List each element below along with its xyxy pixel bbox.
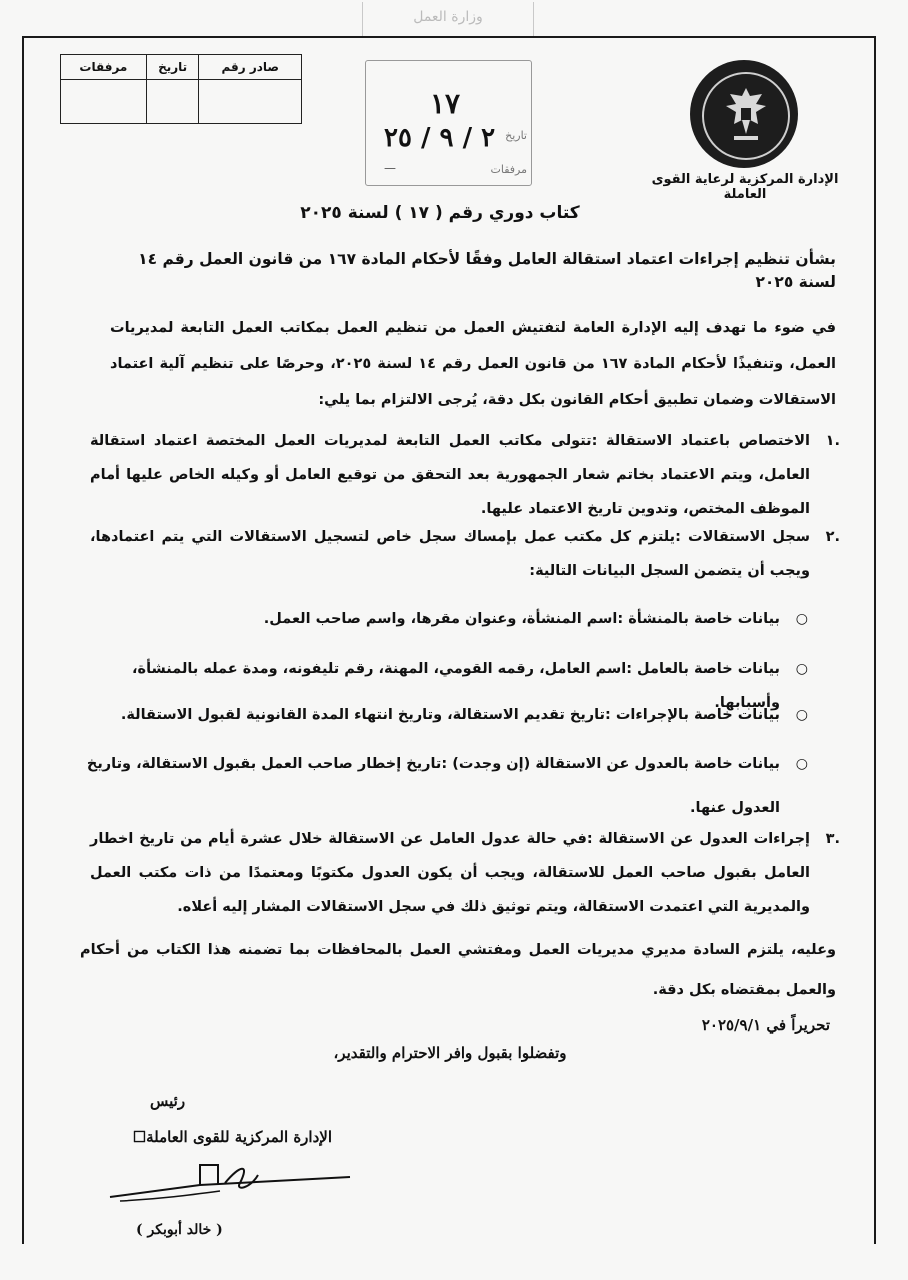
checkbox-square-icon: ☐ [132,1128,147,1146]
bullet-text: بيانات خاصة بالعدول عن الاستقالة (إن وجدت) :تاريخ إخطار صاحب العمل بقبول الاستقالة، وتاريخ العدول عنها. [86,756,780,816]
ref-cell-date [146,80,199,124]
signatory-org-text: الإدارة المركزية للقوى العاملة [146,1128,332,1146]
bullet-circle-icon: ○ [795,661,808,677]
ref-cell-outgoing [199,80,302,124]
incoming-stamp [365,60,532,186]
item-text: إجراءات العدول عن الاستقالة :في حالة عدول العامل عن الاستقالة خلال عشرة أيام من تاريخ اخطار العامل بقبول صاحب العمل للاستقالة، ويجب أن يكون العدول مكتوبًا ومعتمدًا من ذات مكتب العمل والمديرية التي اعتمدت الاستقالة، ويتم توثيق ذلك في سجل الاستقالات المشار إليه أعلاه. [90,831,810,915]
ref-header-outgoing: صادر رقم [199,55,302,80]
item-1 [90,424,840,526]
stamp-date-label: تاريخ [505,129,527,142]
faded-ministry-text: وزارة العمل [413,9,483,25]
item-number: .٢ [825,529,840,545]
ref-header-attachments: مرفقات [61,55,147,80]
bullet-text: بيانات خاصة بالإجراءات :تاريخ تقديم الاستقالة، وتاريخ انتهاء المدة القانونية لقبول الاستقالة. [120,707,780,723]
stamp-attachments-value: — [384,161,396,175]
faded-top-stamp [362,2,534,37]
bullet-circle-icon: ○ [795,756,808,772]
bullet-text: بيانات خاصة بالمنشأة :اسم المنشأة، وعنوان مقرها، واسم صاحب العمل. [263,611,780,627]
stamp-number: ١٧ [430,87,461,120]
letter-date: تحريراً في ٢٠٢٥/٩/١ [701,1016,830,1034]
bullet-1 [80,602,808,636]
signatory-title: رئيس [150,1092,186,1110]
item-3 [90,822,840,924]
emblem-ring [702,72,790,160]
bullet-circle-icon: ○ [795,707,808,723]
bullet-4 [80,742,808,830]
item-number: .١ [825,433,840,449]
reference-table [60,54,302,124]
bullet-text: بيانات خاصة بالعامل :اسم العامل، رقمه القومي، المهنة، رقم تليفونه، ومدة عمله بالمنشأة، وأسبابها. [132,661,780,711]
letter-title: كتاب دوري رقم ( ١٧ ) لسنة ٢٠٢٥ [300,203,580,223]
item-text: سجل الاستقالات :يلتزم كل مكتب عمل بإمساك سجل خاص لتسجيل الاستقالات التي يتم اعتمادها، ويجب أن يتضمن السجل البيانات التالية: [90,529,810,579]
handwritten-signature [100,1155,360,1215]
item-text: الاختصاص باعتماد الاستقالة :تتولى مكاتب العمل التابعة لمديريات العمل المختصة اعتماد استقالة العامل، ويتم الاعتماد بخاتم شعار الجمهورية بعد التحقق من توقيع العامل أو وكيله الخاص عليها أمام الموظف المختص، وتدوين تاريخ الاعتماد عليها. [90,433,810,517]
eagle-icon [704,74,788,158]
bullet-3 [80,698,808,732]
letter-intro: في ضوء ما تهدف إليه الإدارة العامة لتفتيش العمل من تنظيم العمل بمكاتب العمل التابعة لمديريات العمل، وتنفيذًا لأحكام المادة ١٦٧ من قانون العمل رقم ١٤ لسنة ٢٠٢٥، وحرصًا على تنظيم آلية اعتماد الاستقالات وضمان تطبيق أحكام القانون بكل دقة، يُرجى الالتزام بما يلي: [110,320,837,408]
ref-cell-attachments [61,80,147,124]
stamp-date: ٢ / ٩ / ٢٥ [384,123,496,153]
item-2 [90,520,840,588]
bullet-circle-icon: ○ [795,611,808,627]
signatory-org [92,1128,332,1146]
ref-header-date: تاريخ [146,55,199,80]
letter-subject: بشأن تنظيم إجراءات اعتماد استقالة العامل وفقًا لأحكام المادة ١٦٧ من قانون العمل رقم ١٤ لسنة ٢٠٢٥ [138,250,836,291]
letter-regards: وتفضلوا بقبول وافر الاحترام والتقدير، [333,1044,567,1062]
stamp-attachments-label: مرفقات [490,163,527,176]
eagle-emblem-icon [690,60,798,168]
item-number: .٣ [825,831,840,847]
signatory-name: ( خالد أبوبكر ) [136,1222,223,1238]
letter-closing: وعليه، يلتزم السادة مديري مديريات العمل ومفتشي العمل بالمحافظات بما تضمنه هذا الكتاب من أحكام والعمل بمقتضاه بكل دقة. [80,942,836,998]
org-name: الإدارة المركزية لرعاية القوى العاملة [651,172,839,202]
